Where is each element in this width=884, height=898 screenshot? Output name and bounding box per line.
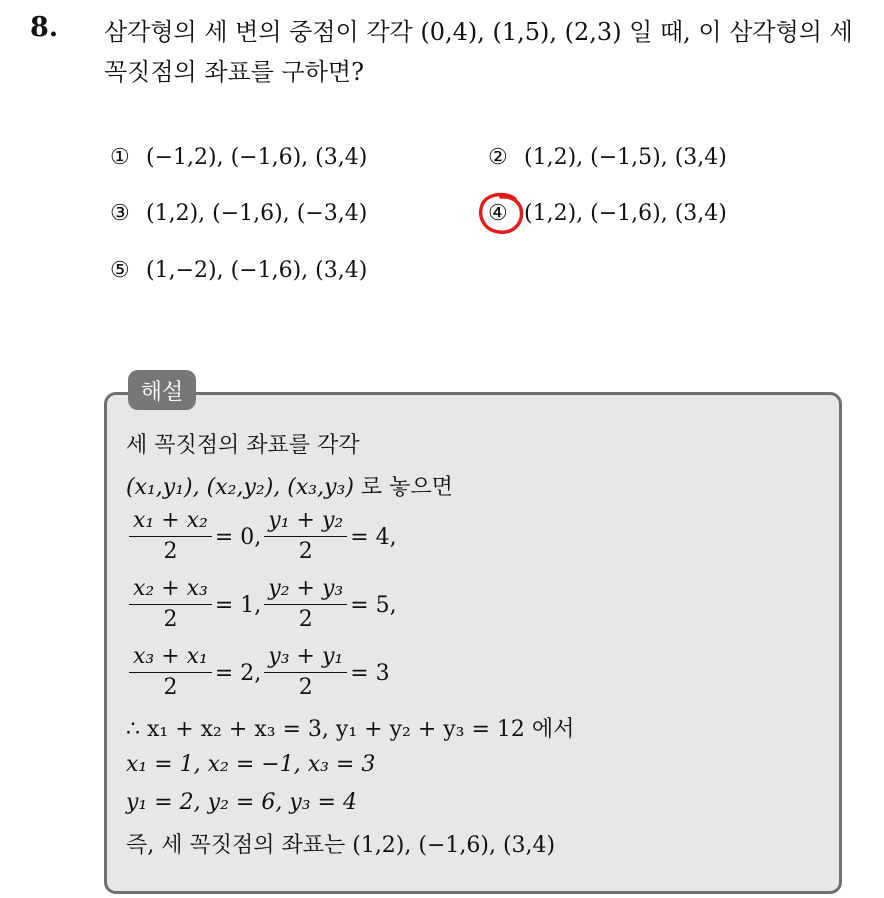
equation-2: [126, 576, 397, 635]
eq1-den-a: 2: [163, 539, 178, 564]
choice-3-mark: ③: [110, 201, 130, 226]
choice-2[interactable]: [488, 145, 727, 170]
choice-2-text: (1,2), (−1,5), (3,4): [524, 145, 727, 170]
solution-conclusion: 즉, 세 꼭짓점의 좌표는 (1,2), (−1,6), (3,4): [126, 833, 556, 858]
vars-2: (x₂,y₂),: [206, 475, 281, 500]
eq2-mid: = 1,: [214, 593, 262, 618]
solution-intro: 세 꼭짓점의 좌표를 각각: [126, 433, 360, 458]
eq2-num-b: y₂ + y₃: [264, 576, 347, 605]
answer-circle-icon: [477, 191, 527, 235]
choice-3[interactable]: [110, 201, 367, 226]
eq2-den-a: 2: [163, 607, 178, 632]
eq1-mid: = 0,: [214, 525, 262, 550]
eq2-den-b: 2: [298, 607, 313, 632]
solution-x-values: x₁ = 1, x₂ = −1, x₃ = 3: [126, 752, 376, 777]
eq3-end: = 3: [350, 661, 390, 686]
choice-5[interactable]: [110, 258, 367, 283]
choice-5-mark: ⑤: [110, 258, 130, 283]
eq3-den-a: 2: [163, 675, 178, 700]
equation-1: [126, 508, 397, 567]
choice-1-text: (−1,2), (−1,6), (3,4): [146, 145, 368, 170]
question-text: 삼각형의 세 변의 중점이 각각 (0,4), (1,5), (2,3) 일 때, 이 삼각형의 세 꼭짓점의 좌표를 구하면?: [104, 18, 853, 86]
choice-3-text: (1,2), (−1,6), (−3,4): [146, 201, 368, 226]
eq3-num-a: x₃ + x₁: [129, 644, 212, 673]
eq2-num-a: x₂ + x₃: [129, 576, 212, 605]
vars-suffix: 로 놓으면: [360, 475, 453, 500]
solution-therefore: ∴ x₁ + x₂ + x₃ = 3, y₁ + y₂ + y₃ = 12 에서: [126, 717, 575, 742]
eq1-den-b: 2: [298, 539, 313, 564]
eq3-num-b: y₃ + y₁: [264, 644, 347, 673]
choice-4-text: (1,2), (−1,6), (3,4): [524, 201, 727, 226]
vars-1: (x₁,y₁),: [126, 475, 200, 500]
choice-2-mark: ②: [488, 145, 508, 170]
solution-vars-line: [126, 470, 453, 501]
eq1-num-b: y₁ + y₂: [264, 508, 347, 537]
choice-4-mark: ④: [488, 201, 508, 226]
vars-3: (x₃,y₃): [287, 475, 354, 500]
eq1-num-a: x₁ + x₂: [129, 508, 212, 537]
eq3-mid: = 2,: [214, 661, 262, 686]
eq1-end: = 4,: [350, 525, 397, 550]
choice-1[interactable]: [110, 145, 367, 170]
question-number: 8.: [30, 12, 59, 43]
equation-3: [126, 644, 390, 703]
eq3-den-b: 2: [298, 675, 313, 700]
solution-tab-label: 해설: [128, 370, 196, 410]
choice-1-mark: ①: [110, 145, 130, 170]
choice-5-text: (1,−2), (−1,6), (3,4): [146, 258, 368, 283]
solution-y-values: y₁ = 2, y₂ = 6, y₃ = 4: [126, 790, 357, 815]
eq2-end: = 5,: [350, 593, 397, 618]
solution-box: [104, 392, 842, 894]
